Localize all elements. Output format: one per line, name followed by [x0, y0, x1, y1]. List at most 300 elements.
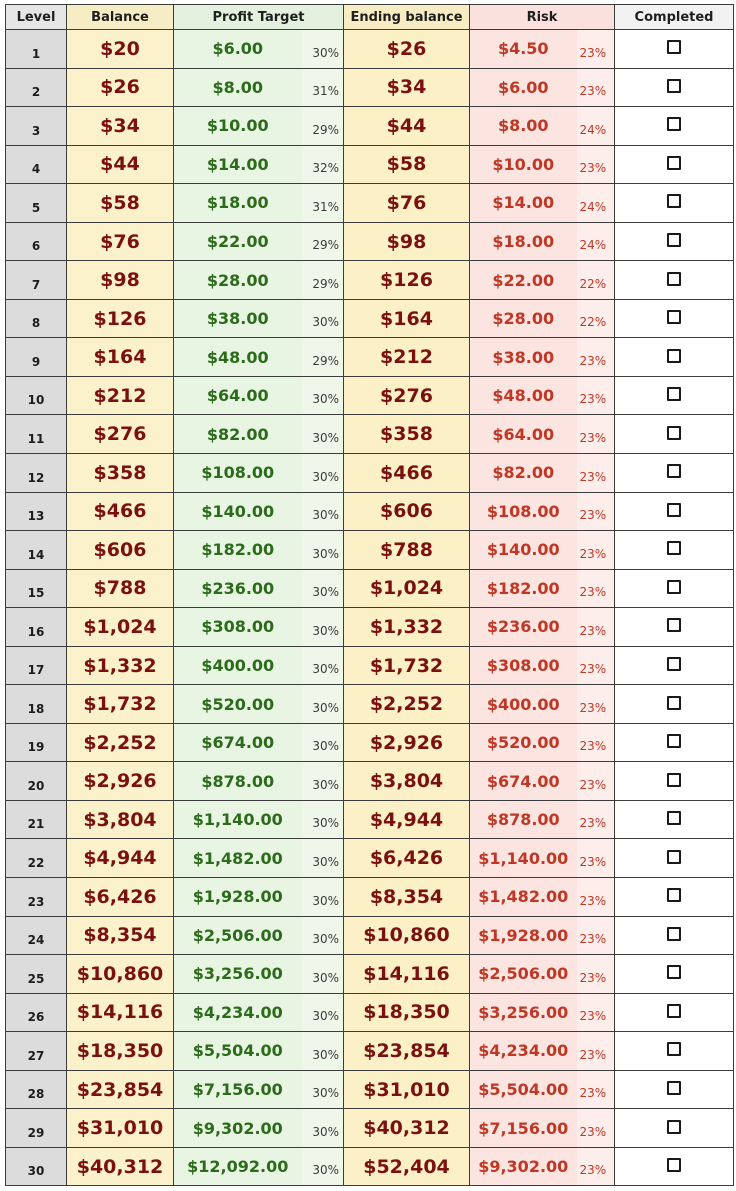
completed-cell — [615, 1032, 734, 1071]
balance-cell: $58 — [67, 184, 174, 223]
profit-target-cell: $4,234.00 — [174, 993, 302, 1032]
risk-cell: $64.00 — [470, 415, 577, 454]
profit-target-cell: $400.00 — [174, 646, 302, 685]
table-row — [6, 1147, 734, 1186]
profit-target-percent: 30% — [302, 1109, 344, 1148]
completed-checkbox[interactable] — [667, 1042, 681, 1056]
risk-percent: 23% — [577, 531, 615, 570]
risk-percent: 23% — [577, 800, 615, 839]
profit-target-cell: $182.00 — [174, 531, 302, 570]
risk-percent: 23% — [577, 338, 615, 377]
balance-cell: $14,116 — [67, 993, 174, 1032]
level-cell: 16 — [6, 608, 67, 647]
header-profit-target: Profit Target — [174, 5, 344, 30]
balance-cell: $1,024 — [67, 608, 174, 647]
ending-balance-cell: $14,116 — [344, 955, 470, 994]
profit-target-cell: $1,140.00 — [174, 800, 302, 839]
completed-checkbox[interactable] — [667, 426, 681, 440]
balance-cell: $2,252 — [67, 723, 174, 762]
balance-cell: $276 — [67, 415, 174, 454]
level-cell: 12 — [6, 454, 67, 493]
profit-target-cell: $878.00 — [174, 762, 302, 801]
level-cell: 10 — [6, 376, 67, 415]
completed-cell — [615, 569, 734, 608]
risk-percent: 23% — [577, 68, 615, 107]
level-cell: 30 — [6, 1147, 67, 1186]
ending-balance-cell: $358 — [344, 415, 470, 454]
ending-balance-cell: $1,332 — [344, 608, 470, 647]
header-ending-balance: Ending balance — [344, 5, 470, 30]
table-row — [6, 646, 734, 685]
completed-cell — [615, 608, 734, 647]
profit-target-cell: $520.00 — [174, 685, 302, 724]
table-row — [6, 145, 734, 184]
table-row — [6, 492, 734, 531]
risk-cell: $48.00 — [470, 376, 577, 415]
ending-balance-cell: $76 — [344, 184, 470, 223]
profit-target-cell: $3,256.00 — [174, 955, 302, 994]
table-row — [6, 30, 734, 69]
table-row — [6, 955, 734, 994]
risk-cell: $108.00 — [470, 492, 577, 531]
ending-balance-cell: $23,854 — [344, 1032, 470, 1071]
balance-cell: $1,732 — [67, 685, 174, 724]
profit-target-cell: $8.00 — [174, 68, 302, 107]
completed-checkbox[interactable] — [667, 927, 681, 941]
profit-target-percent: 29% — [302, 338, 344, 377]
profit-target-percent: 31% — [302, 68, 344, 107]
risk-percent: 24% — [577, 222, 615, 261]
table-row — [6, 184, 734, 223]
risk-percent: 23% — [577, 415, 615, 454]
completed-cell — [615, 107, 734, 146]
balance-cell: $4,944 — [67, 839, 174, 878]
completed-cell — [615, 762, 734, 801]
completed-cell — [615, 299, 734, 338]
profit-target-percent: 32% — [302, 145, 344, 184]
level-cell: 29 — [6, 1109, 67, 1148]
completed-cell — [615, 222, 734, 261]
risk-cell: $308.00 — [470, 646, 577, 685]
risk-cell: $8.00 — [470, 107, 577, 146]
table-row — [6, 1070, 734, 1109]
risk-cell: $1,140.00 — [470, 839, 577, 878]
completed-cell — [615, 646, 734, 685]
completed-checkbox[interactable] — [667, 310, 681, 324]
profit-target-cell: $22.00 — [174, 222, 302, 261]
ending-balance-cell: $606 — [344, 492, 470, 531]
profit-target-cell: $14.00 — [174, 145, 302, 184]
profit-target-cell: $5,504.00 — [174, 1032, 302, 1071]
completed-checkbox[interactable] — [667, 387, 681, 401]
level-cell: 14 — [6, 531, 67, 570]
profit-target-cell: $108.00 — [174, 454, 302, 493]
ending-balance-cell: $10,860 — [344, 916, 470, 955]
level-cell: 3 — [6, 107, 67, 146]
balance-cell: $31,010 — [67, 1109, 174, 1148]
balance-cell: $212 — [67, 376, 174, 415]
level-cell: 13 — [6, 492, 67, 531]
profit-target-cell: $140.00 — [174, 492, 302, 531]
risk-cell: $2,506.00 — [470, 955, 577, 994]
completed-cell — [615, 338, 734, 377]
risk-cell: $4.50 — [470, 30, 577, 69]
table-row — [6, 993, 734, 1032]
profit-target-percent: 30% — [302, 723, 344, 762]
completed-cell — [615, 376, 734, 415]
risk-percent: 23% — [577, 608, 615, 647]
risk-percent: 22% — [577, 261, 615, 300]
completed-checkbox[interactable] — [667, 580, 681, 594]
risk-cell: $28.00 — [470, 299, 577, 338]
profit-target-cell: $1,928.00 — [174, 878, 302, 917]
ending-balance-cell: $58 — [344, 145, 470, 184]
level-cell: 21 — [6, 800, 67, 839]
level-cell: 7 — [6, 261, 67, 300]
ending-balance-cell: $164 — [344, 299, 470, 338]
level-cell: 4 — [6, 145, 67, 184]
ending-balance-cell: $2,926 — [344, 723, 470, 762]
risk-cell: $9,302.00 — [470, 1147, 577, 1186]
profit-target-cell: $2,506.00 — [174, 916, 302, 955]
balance-cell: $20 — [67, 30, 174, 69]
level-cell: 6 — [6, 222, 67, 261]
risk-percent: 23% — [577, 762, 615, 801]
balance-cell: $606 — [67, 531, 174, 570]
completed-cell — [615, 685, 734, 724]
risk-cell: $6.00 — [470, 68, 577, 107]
header-completed: Completed — [615, 5, 734, 30]
profit-target-cell: $10.00 — [174, 107, 302, 146]
risk-percent: 23% — [577, 878, 615, 917]
ending-balance-cell: $31,010 — [344, 1070, 470, 1109]
balance-cell: $18,350 — [67, 1032, 174, 1071]
ending-balance-cell: $52,404 — [344, 1147, 470, 1186]
level-cell: 8 — [6, 299, 67, 338]
balance-cell: $23,854 — [67, 1070, 174, 1109]
completed-checkbox[interactable] — [667, 850, 681, 864]
level-cell: 15 — [6, 569, 67, 608]
ending-balance-cell: $3,804 — [344, 762, 470, 801]
table-row — [6, 222, 734, 261]
ending-balance-cell: $4,944 — [344, 800, 470, 839]
level-cell: 22 — [6, 839, 67, 878]
ending-balance-cell: $788 — [344, 531, 470, 570]
profit-target-cell: $18.00 — [174, 184, 302, 223]
risk-percent: 23% — [577, 1032, 615, 1071]
table-row — [6, 839, 734, 878]
risk-percent: 23% — [577, 723, 615, 762]
ending-balance-cell: $34 — [344, 68, 470, 107]
risk-cell: $3,256.00 — [470, 993, 577, 1032]
completed-cell — [615, 261, 734, 300]
level-cell: 28 — [6, 1070, 67, 1109]
level-cell: 2 — [6, 68, 67, 107]
table-row — [6, 800, 734, 839]
risk-percent: 23% — [577, 569, 615, 608]
level-cell: 9 — [6, 338, 67, 377]
completed-checkbox[interactable] — [667, 503, 681, 517]
table-row — [6, 531, 734, 570]
profit-target-percent: 30% — [302, 415, 344, 454]
risk-percent: 23% — [577, 1147, 615, 1186]
profit-target-cell: $1,482.00 — [174, 839, 302, 878]
risk-cell: $236.00 — [470, 608, 577, 647]
level-cell: 11 — [6, 415, 67, 454]
balance-cell: $6,426 — [67, 878, 174, 917]
ending-balance-cell: $212 — [344, 338, 470, 377]
balance-cell: $44 — [67, 145, 174, 184]
completed-checkbox[interactable] — [667, 965, 681, 979]
risk-cell: $22.00 — [470, 261, 577, 300]
risk-cell: $10.00 — [470, 145, 577, 184]
table-row — [6, 723, 734, 762]
profit-target-percent: 30% — [302, 454, 344, 493]
completed-checkbox[interactable] — [667, 117, 681, 131]
profit-target-percent: 30% — [302, 531, 344, 570]
completed-cell — [615, 1070, 734, 1109]
ending-balance-cell: $1,024 — [344, 569, 470, 608]
completed-cell — [615, 878, 734, 917]
profit-target-percent: 30% — [302, 993, 344, 1032]
completed-checkbox[interactable] — [667, 696, 681, 710]
profit-target-percent: 29% — [302, 222, 344, 261]
ending-balance-cell: $44 — [344, 107, 470, 146]
balance-cell: $1,332 — [67, 646, 174, 685]
risk-percent: 23% — [577, 492, 615, 531]
completed-cell — [615, 145, 734, 184]
balance-cell: $466 — [67, 492, 174, 531]
profit-target-cell: $48.00 — [174, 338, 302, 377]
profit-target-percent: 30% — [302, 1070, 344, 1109]
risk-percent: 24% — [577, 107, 615, 146]
risk-percent: 23% — [577, 916, 615, 955]
level-cell: 17 — [6, 646, 67, 685]
profit-target-percent: 30% — [302, 30, 344, 69]
risk-cell: $674.00 — [470, 762, 577, 801]
profit-target-percent: 30% — [302, 608, 344, 647]
profit-target-percent: 30% — [302, 916, 344, 955]
completed-cell — [615, 723, 734, 762]
profit-target-percent: 30% — [302, 646, 344, 685]
risk-percent: 23% — [577, 1109, 615, 1148]
balance-cell: $2,926 — [67, 762, 174, 801]
level-cell: 23 — [6, 878, 67, 917]
balance-cell: $3,804 — [67, 800, 174, 839]
table-row — [6, 1032, 734, 1071]
completed-cell — [615, 415, 734, 454]
profit-target-cell: $6.00 — [174, 30, 302, 69]
risk-cell: $520.00 — [470, 723, 577, 762]
table-row — [6, 762, 734, 801]
risk-percent: 23% — [577, 646, 615, 685]
header-level: Level — [6, 5, 67, 30]
table-row — [6, 68, 734, 107]
risk-percent: 23% — [577, 30, 615, 69]
ending-balance-cell: $98 — [344, 222, 470, 261]
level-cell: 5 — [6, 184, 67, 223]
ending-balance-cell: $466 — [344, 454, 470, 493]
risk-percent: 22% — [577, 299, 615, 338]
compounding-challenge-table — [5, 4, 734, 1186]
ending-balance-cell: $18,350 — [344, 993, 470, 1032]
table-row — [6, 107, 734, 146]
balance-cell: $126 — [67, 299, 174, 338]
risk-cell: $1,482.00 — [470, 878, 577, 917]
risk-cell: $18.00 — [470, 222, 577, 261]
level-cell: 24 — [6, 916, 67, 955]
profit-target-percent: 29% — [302, 107, 344, 146]
profit-target-cell: $7,156.00 — [174, 1070, 302, 1109]
table-row — [6, 608, 734, 647]
profit-target-percent: 30% — [302, 839, 344, 878]
completed-cell — [615, 993, 734, 1032]
ending-balance-cell: $276 — [344, 376, 470, 415]
table-row — [6, 1109, 734, 1148]
completed-checkbox[interactable] — [667, 1004, 681, 1018]
profit-target-cell: $674.00 — [174, 723, 302, 762]
header-row — [6, 5, 734, 30]
risk-percent: 23% — [577, 993, 615, 1032]
completed-cell — [615, 839, 734, 878]
ending-balance-cell: $126 — [344, 261, 470, 300]
table-row — [6, 338, 734, 377]
table-row — [6, 415, 734, 454]
risk-percent: 24% — [577, 184, 615, 223]
completed-checkbox[interactable] — [667, 272, 681, 286]
header-balance: Balance — [67, 5, 174, 30]
risk-percent: 23% — [577, 454, 615, 493]
table-row — [6, 261, 734, 300]
risk-cell: $1,928.00 — [470, 916, 577, 955]
table-body — [6, 30, 734, 1186]
completed-checkbox[interactable] — [667, 1120, 681, 1134]
completed-cell — [615, 30, 734, 69]
table-row — [6, 878, 734, 917]
table-row — [6, 916, 734, 955]
profit-target-percent: 30% — [302, 569, 344, 608]
level-cell: 25 — [6, 955, 67, 994]
risk-percent: 23% — [577, 685, 615, 724]
level-cell: 27 — [6, 1032, 67, 1071]
balance-cell: $26 — [67, 68, 174, 107]
completed-checkbox[interactable] — [667, 464, 681, 478]
balance-cell: $358 — [67, 454, 174, 493]
balance-cell: $76 — [67, 222, 174, 261]
completed-checkbox[interactable] — [667, 1081, 681, 1095]
balance-cell: $164 — [67, 338, 174, 377]
profit-target-cell: $82.00 — [174, 415, 302, 454]
profit-target-cell: $28.00 — [174, 261, 302, 300]
risk-cell: $4,234.00 — [470, 1032, 577, 1071]
balance-cell: $98 — [67, 261, 174, 300]
profit-target-percent: 31% — [302, 184, 344, 223]
completed-checkbox[interactable] — [667, 618, 681, 632]
profit-target-cell: $12,092.00 — [174, 1147, 302, 1186]
completed-checkbox[interactable] — [667, 541, 681, 555]
risk-cell: $5,504.00 — [470, 1070, 577, 1109]
risk-cell: $878.00 — [470, 800, 577, 839]
profit-target-percent: 30% — [302, 955, 344, 994]
table-row — [6, 454, 734, 493]
level-cell: 19 — [6, 723, 67, 762]
completed-cell — [615, 800, 734, 839]
balance-cell: $34 — [67, 107, 174, 146]
profit-target-percent: 30% — [302, 878, 344, 917]
completed-checkbox[interactable] — [667, 156, 681, 170]
level-cell: 18 — [6, 685, 67, 724]
risk-cell: $182.00 — [470, 569, 577, 608]
completed-checkbox[interactable] — [667, 811, 681, 825]
risk-percent: 23% — [577, 376, 615, 415]
level-cell: 20 — [6, 762, 67, 801]
profit-target-cell: $308.00 — [174, 608, 302, 647]
risk-percent: 23% — [577, 145, 615, 184]
profit-target-percent: 30% — [302, 376, 344, 415]
completed-cell — [615, 531, 734, 570]
balance-cell: $8,354 — [67, 916, 174, 955]
completed-checkbox[interactable] — [667, 734, 681, 748]
completed-checkbox[interactable] — [667, 79, 681, 93]
ending-balance-cell: $8,354 — [344, 878, 470, 917]
profit-target-percent: 29% — [302, 261, 344, 300]
profit-target-cell: $236.00 — [174, 569, 302, 608]
profit-target-cell: $64.00 — [174, 376, 302, 415]
table-row — [6, 569, 734, 608]
ending-balance-cell: $6,426 — [344, 839, 470, 878]
risk-percent: 23% — [577, 955, 615, 994]
risk-cell: $14.00 — [470, 184, 577, 223]
profit-target-percent: 30% — [302, 299, 344, 338]
profit-target-percent: 30% — [302, 1147, 344, 1186]
risk-cell: $38.00 — [470, 338, 577, 377]
profit-target-cell: $38.00 — [174, 299, 302, 338]
completed-checkbox[interactable] — [667, 233, 681, 247]
completed-checkbox[interactable] — [667, 888, 681, 902]
completed-checkbox[interactable] — [667, 349, 681, 363]
completed-cell — [615, 492, 734, 531]
ending-balance-cell: $1,732 — [344, 646, 470, 685]
balance-cell: $788 — [67, 569, 174, 608]
balance-cell: $10,860 — [67, 955, 174, 994]
risk-percent: 23% — [577, 1070, 615, 1109]
ending-balance-cell: $40,312 — [344, 1109, 470, 1148]
completed-checkbox[interactable] — [667, 773, 681, 787]
risk-percent: 23% — [577, 839, 615, 878]
level-cell: 1 — [6, 30, 67, 69]
table-row — [6, 299, 734, 338]
risk-cell: $7,156.00 — [470, 1109, 577, 1148]
profit-target-percent: 30% — [302, 492, 344, 531]
completed-cell — [615, 1147, 734, 1186]
completed-cell — [615, 68, 734, 107]
balance-cell: $40,312 — [67, 1147, 174, 1186]
profit-target-percent: 30% — [302, 800, 344, 839]
completed-cell — [615, 955, 734, 994]
table-row — [6, 376, 734, 415]
profit-target-percent: 30% — [302, 1032, 344, 1071]
risk-cell: $400.00 — [470, 685, 577, 724]
completed-cell — [615, 184, 734, 223]
profit-target-cell: $9,302.00 — [174, 1109, 302, 1148]
completed-checkbox[interactable] — [667, 40, 681, 54]
table-row — [6, 685, 734, 724]
ending-balance-cell: $2,252 — [344, 685, 470, 724]
completed-checkbox[interactable] — [667, 657, 681, 671]
ending-balance-cell: $26 — [344, 30, 470, 69]
completed-checkbox[interactable] — [667, 194, 681, 208]
completed-checkbox[interactable] — [667, 1158, 681, 1172]
